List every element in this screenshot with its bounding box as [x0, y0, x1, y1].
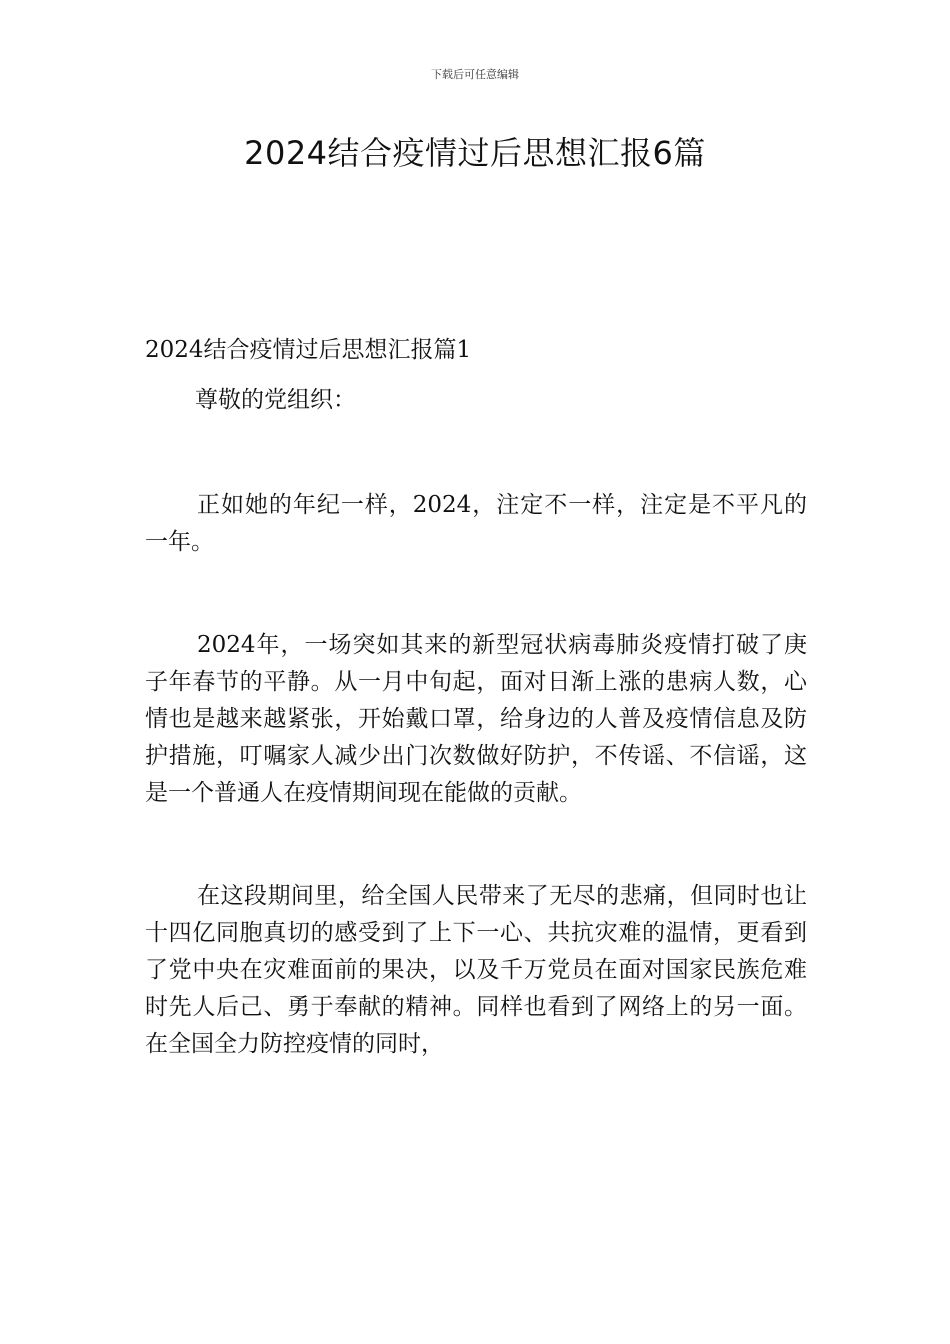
paragraph-1: 正如她的年纪一样，2024，注定不一样，注定是不平凡的一年。 [145, 492, 807, 555]
paragraph-2: 2024年，一场突如其来的新型冠状病毒肺炎疫情打破了庚子年春节的平静。从一月中旬起，面对日渐上涨的患病人数，心情也是越来越紧张，开始戴口罩，给身边的人普及疫情信息及防护措施，叮嘱家人减少出门次数做好防护，不传谣、不信谣，这是一个普通人在疫情期间现在能做的贡献。 [145, 632, 807, 806]
paragraph-3: 在这段期间里，给全国人民带来了无尽的悲痛，但同时也让十四亿同胞真切的感受到了上下一心、共抗灾难的温情，更看到了党中央在灾难面前的果决，以及千万党员在面对国家民族危难时先人后己、勇于奉献的精神。同样也看到了网络上的另一面。在全国全力防控疫情的同时， [145, 883, 807, 1057]
document-title: 2024结合疫情过后思想汇报6篇 [244, 134, 706, 172]
document-body [145, 332, 807, 1063]
header-note: 下载后可任意编辑 [431, 68, 519, 81]
section-heading: 2024结合疫情过后思想汇报篇1 [145, 337, 472, 363]
salutation: 尊敬的党组织： [195, 387, 356, 413]
